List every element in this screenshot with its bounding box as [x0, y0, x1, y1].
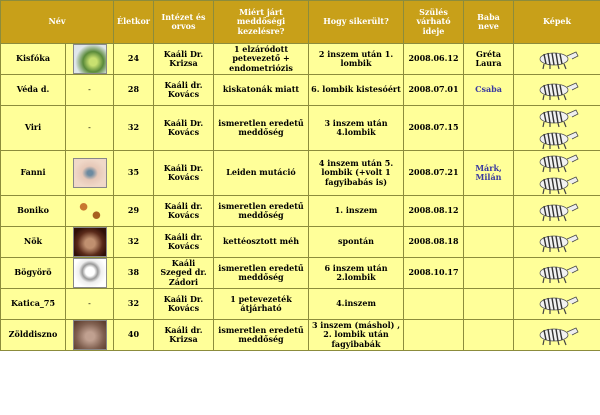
butterfly-avatar — [74, 197, 106, 225]
cell-avatar — [66, 151, 114, 196]
zebra-image — [534, 151, 580, 173]
cell-age: 29 — [114, 196, 154, 227]
table-row — [1, 151, 600, 196]
cell-avatar — [66, 75, 114, 106]
cell-reason: ismeretlen eredetű meddőség — [214, 320, 309, 351]
table-row — [1, 106, 600, 151]
cell-due: 2008.10.17 — [404, 258, 464, 289]
zebra-image — [534, 79, 580, 101]
cell-reason: Leiden mutáció — [214, 151, 309, 196]
empty-avatar-dash: - — [88, 85, 91, 95]
table-row — [1, 75, 600, 106]
cell-baby: Márk, Milán — [464, 151, 514, 196]
cell-doctor: Kaáli dr. Kovács — [154, 196, 214, 227]
cell-result: 4.inszem — [309, 289, 404, 320]
cell-baby: Csaba — [464, 75, 514, 106]
zebra-image — [534, 324, 580, 346]
cell-name: Bögyörö — [1, 258, 66, 289]
cell-baby — [464, 106, 514, 151]
zebra-image — [534, 262, 580, 284]
pig-avatar — [73, 320, 107, 350]
zebra-image — [534, 128, 580, 150]
cell-reason: ismeretlen eredetű meddőség — [214, 196, 309, 227]
zebra-image — [534, 293, 580, 315]
cell-result: 3 inszem után 4.lombik — [309, 106, 404, 151]
cell-doctor: Kaáli Szeged dr. Zádori — [154, 258, 214, 289]
table-row — [1, 320, 600, 351]
cell-reason: 1 elzáródott petevezető + endometriózis — [214, 44, 309, 75]
empty-avatar-dash: - — [88, 299, 91, 309]
cell-images — [514, 106, 600, 151]
cell-doctor: Kaáli dr. Krizsa — [154, 320, 214, 351]
cell-baby — [464, 289, 514, 320]
cell-due: 2008.06.12 — [404, 44, 464, 75]
cell-avatar — [66, 44, 114, 75]
header-name: Név — [1, 1, 114, 44]
cell-doctor: Kaáli Dr. Krizsa — [154, 44, 214, 75]
cell-due: 2008.07.21 — [404, 151, 464, 196]
header-reason: Miért járt meddőségi kezelésre? — [214, 1, 309, 44]
cell-reason: ismeretlen eredetű meddőség — [214, 106, 309, 151]
cell-avatar — [66, 289, 114, 320]
cell-doctor: Kaáli Dr. Kovács — [154, 106, 214, 151]
cell-name: Véda d. — [1, 75, 66, 106]
face-avatar — [73, 227, 107, 257]
cell-reason: kiskatonák miatt — [214, 75, 309, 106]
cell-baby — [464, 320, 514, 351]
cell-baby: Gréta Laura — [464, 44, 514, 75]
cell-age: 28 — [114, 75, 154, 106]
cell-due: 2008.07.01 — [404, 75, 464, 106]
cell-images — [514, 227, 600, 258]
cell-age: 32 — [114, 289, 154, 320]
cell-reason: 1 petevezeték átjárható — [214, 289, 309, 320]
cell-avatar — [66, 106, 114, 151]
header-age: Életkor — [114, 1, 154, 44]
eye-avatar — [73, 158, 107, 188]
table-row — [1, 258, 600, 289]
table-row — [1, 289, 600, 320]
header-row — [1, 1, 600, 44]
cell-age: 32 — [114, 227, 154, 258]
cell-avatar — [66, 258, 114, 289]
cell-due: 2008.08.12 — [404, 196, 464, 227]
cell-due: 2008.08.18 — [404, 227, 464, 258]
cell-images — [514, 44, 600, 75]
cell-name: Katica_75 — [1, 289, 66, 320]
cell-age: 40 — [114, 320, 154, 351]
cell-name: Fanni — [1, 151, 66, 196]
cell-reason: kettéosztott méh — [214, 227, 309, 258]
cell-due — [404, 289, 464, 320]
zebra-image — [534, 173, 580, 195]
zebra-image — [534, 106, 580, 128]
cell-due — [404, 320, 464, 351]
cell-result: 6. lombik kistesóért — [309, 75, 404, 106]
zebra-image — [534, 200, 580, 222]
cell-images — [514, 289, 600, 320]
cell-age: 32 — [114, 106, 154, 151]
cell-result: 6 inszem után 2.lombik — [309, 258, 404, 289]
cell-name: Kisfóka — [1, 44, 66, 75]
empty-avatar-dash: - — [88, 123, 91, 133]
cell-reason: ismeretlen eredetű meddőség — [214, 258, 309, 289]
cell-images — [514, 320, 600, 351]
cell-baby — [464, 227, 514, 258]
cell-age: 38 — [114, 258, 154, 289]
cell-name: Zölddiszno — [1, 320, 66, 351]
table-row — [1, 44, 600, 75]
flower-avatar — [73, 44, 107, 74]
cell-images — [514, 75, 600, 106]
cell-result: spontán — [309, 227, 404, 258]
cell-doctor: Kaáli Dr. Kovács — [154, 289, 214, 320]
cell-name: Nök — [1, 227, 66, 258]
cell-images — [514, 196, 600, 227]
header-result: Hogy sikerült? — [309, 1, 404, 44]
table-row — [1, 227, 600, 258]
cell-result: 2 inszem után 1. lombik — [309, 44, 404, 75]
cell-avatar — [66, 227, 114, 258]
zebra-image — [534, 48, 580, 70]
header-due: Szülés várható ideje — [404, 1, 464, 44]
cell-doctor: Kaáli dr. Kovács — [154, 227, 214, 258]
cell-age: 35 — [114, 151, 154, 196]
cell-result: 1. inszem — [309, 196, 404, 227]
cell-baby — [464, 258, 514, 289]
header-baby: Baba neve — [464, 1, 514, 44]
cell-name: Boniko — [1, 196, 66, 227]
cell-name: Viri — [1, 106, 66, 151]
zebra-image — [534, 231, 580, 253]
cell-images — [514, 258, 600, 289]
cell-result: 4 inszem után 5. lombik (+volt 1 fagyibabás is) — [309, 151, 404, 196]
header-doctor: Intézet és orvos — [154, 1, 214, 44]
cell-images — [514, 151, 600, 196]
header-images: Képek — [514, 1, 600, 44]
cell-due: 2008.07.15 — [404, 106, 464, 151]
cell-avatar — [66, 196, 114, 227]
cell-doctor: Kaáli dr. Kovács — [154, 75, 214, 106]
table-row — [1, 196, 600, 227]
cell-avatar — [66, 320, 114, 351]
cell-age: 24 — [114, 44, 154, 75]
cell-result: 3 inszem (máshol) , 2. lombik után fagyibabák — [309, 320, 404, 351]
cell-doctor: Kaáli Dr. Kovács — [154, 151, 214, 196]
sketch-avatar — [73, 258, 107, 288]
cell-baby — [464, 196, 514, 227]
